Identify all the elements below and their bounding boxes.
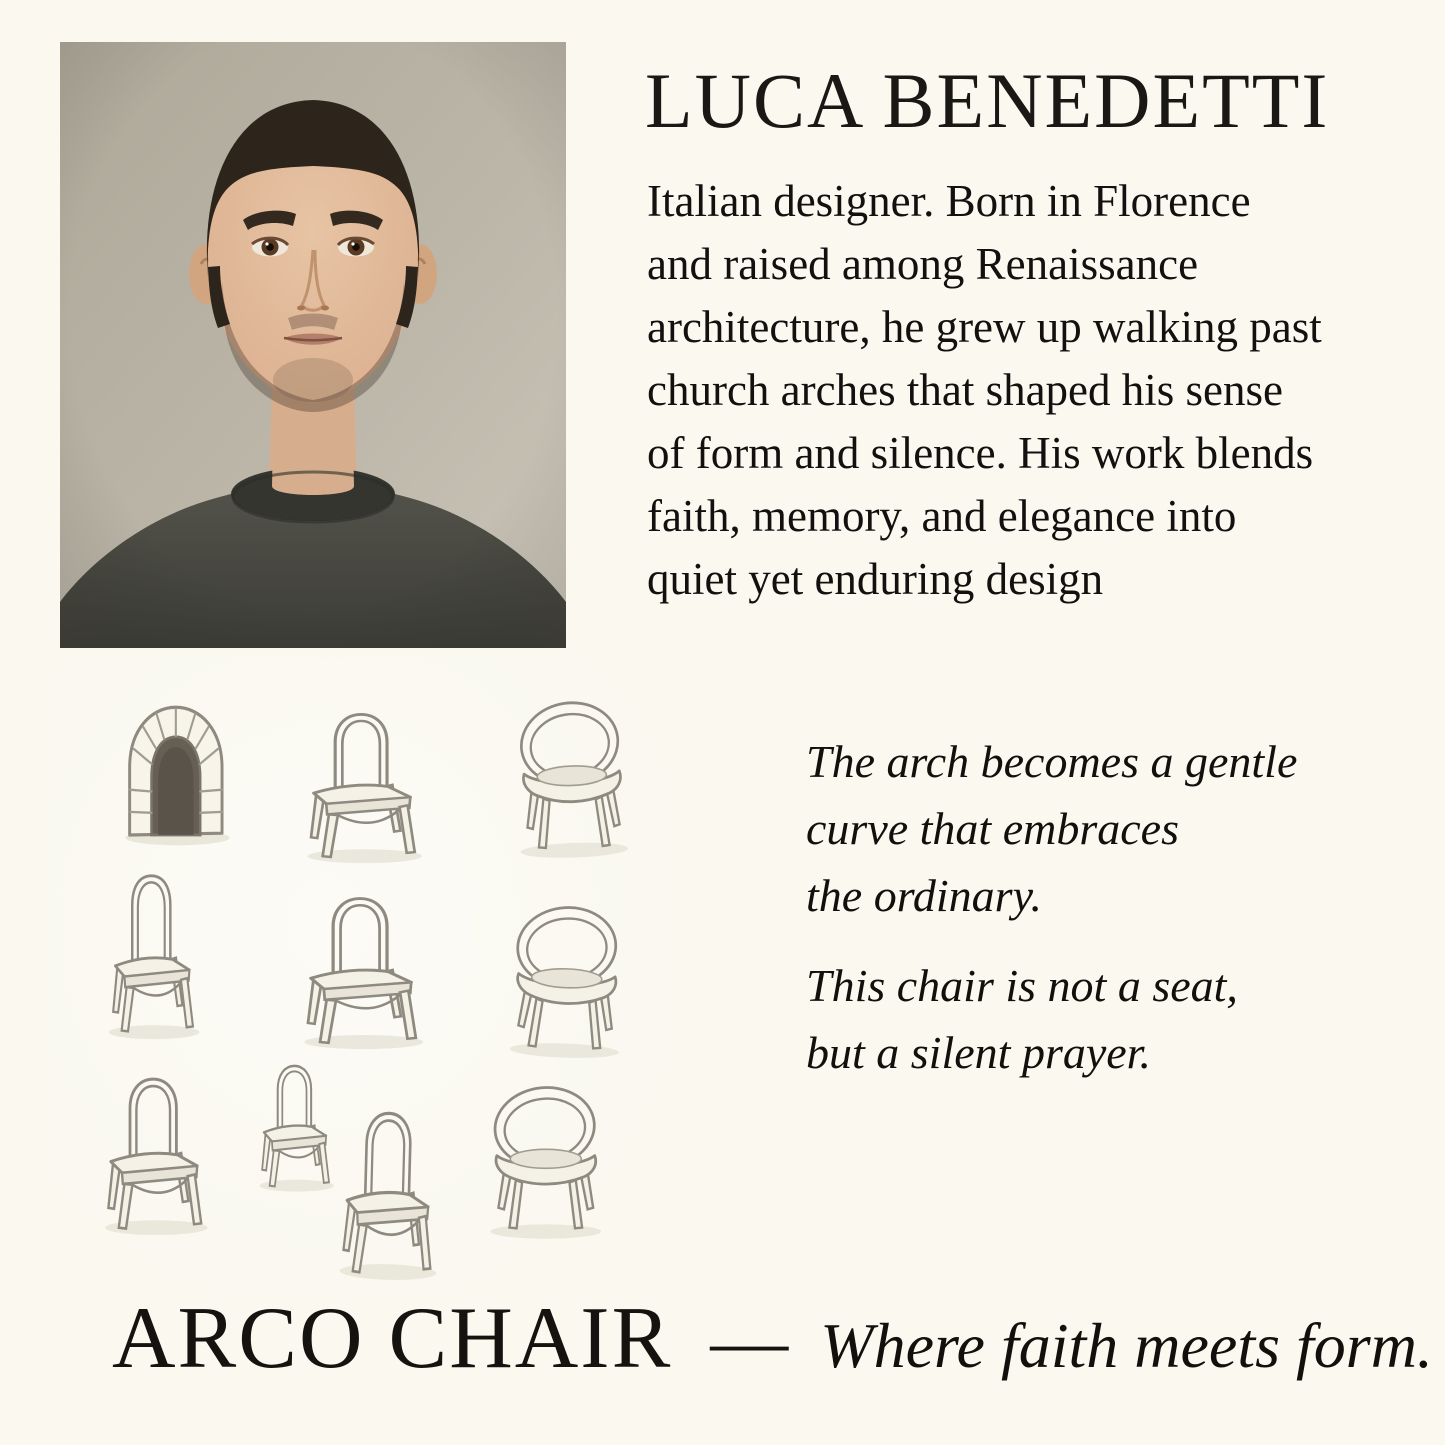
arch-back-chair-sketch	[322, 1093, 455, 1284]
portrait-photo	[60, 42, 566, 648]
footer-tagline	[112, 1288, 1433, 1389]
bio-line: faith, memory, and elegance into	[647, 491, 1237, 541]
round-back-armchair-sketch	[495, 688, 647, 863]
designer-bio	[647, 170, 1322, 611]
quote-line: This chair is not a seat,	[806, 960, 1238, 1011]
tagline-text: Where faith meets form.	[820, 1310, 1433, 1381]
bio-line: Italian designer. Born in Florence	[647, 176, 1251, 226]
bio-line: architecture, he grew up walking past	[647, 302, 1322, 352]
arch-back-chair-sketch	[86, 1062, 222, 1238]
quote-prayer	[806, 952, 1238, 1086]
quote-line: the ordinary.	[806, 870, 1042, 921]
round-back-armchair-sketch	[489, 892, 643, 1062]
stone-arch-sketch	[112, 686, 238, 848]
bio-line: quiet yet enduring design	[647, 554, 1104, 604]
tall-arch-back-chair-sketch	[92, 866, 212, 1042]
arch-back-chair-sketch	[286, 698, 438, 866]
quote-line: The arch becomes a gentle	[806, 736, 1298, 787]
bio-line: and raised among Renaissance	[647, 239, 1199, 289]
bio-line: of form and silence. His work blends	[647, 428, 1314, 478]
quote-arch	[806, 728, 1297, 929]
tagline-separator: —	[710, 1297, 789, 1384]
quote-line: curve that embraces	[806, 803, 1179, 854]
quote-line: but a silent prayer.	[806, 1027, 1151, 1078]
bio-line: church arches that shaped his sense	[647, 365, 1284, 415]
designer-name: LUCA BENEDETTI	[645, 57, 1330, 144]
product-name: ARCO CHAIR	[112, 1290, 673, 1387]
arch-back-chair-sketch	[282, 882, 440, 1052]
round-back-armchair-sketch	[470, 1075, 620, 1241]
